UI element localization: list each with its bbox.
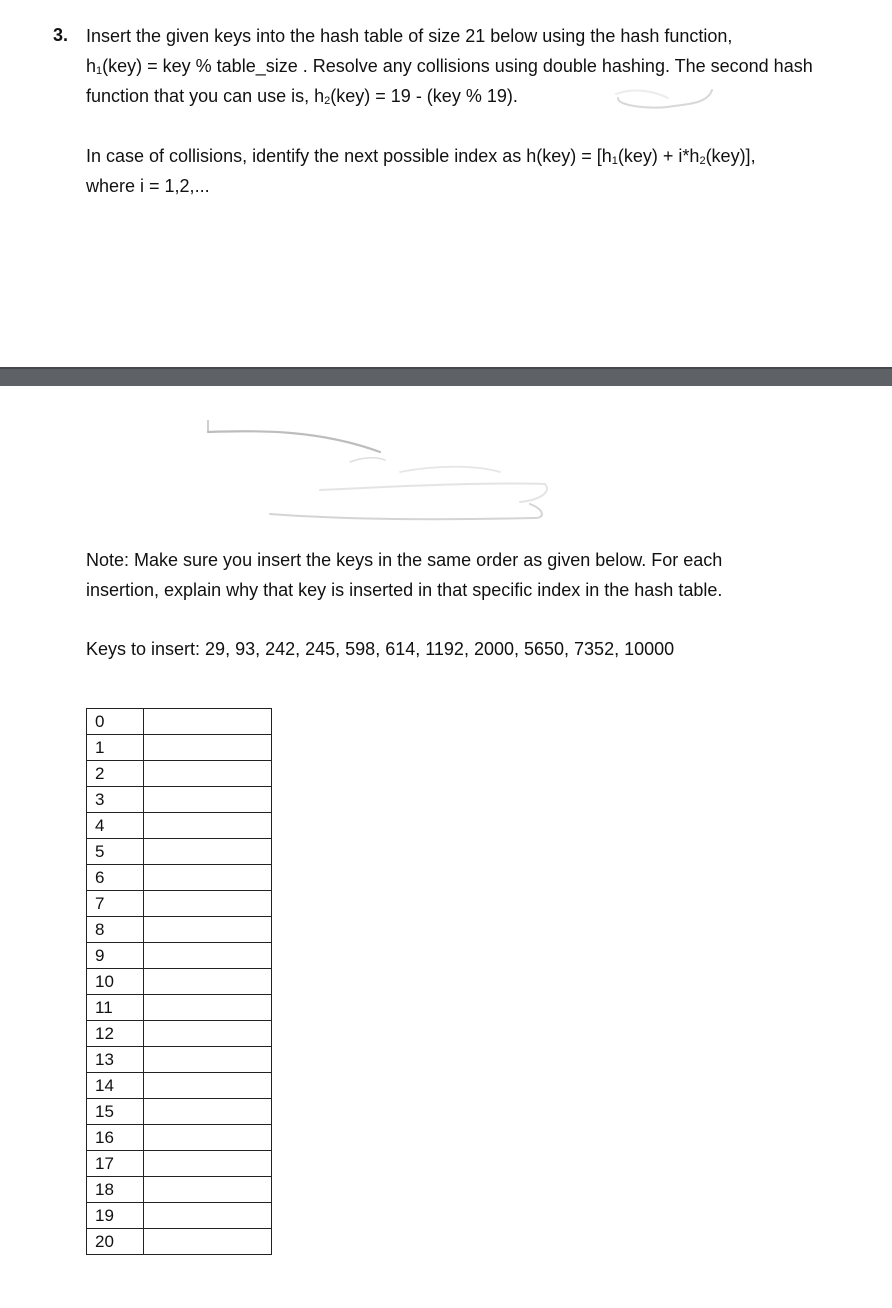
keys-to-insert: Keys to insert: 29, 93, 242, 245, 598, 614, 1192, 2000, 5650, 7352, 10000	[86, 639, 675, 659]
note-line-1: Note: Make sure you insert the keys in the same order as given below. For each	[86, 550, 723, 570]
table-index-cell: 4	[87, 813, 144, 839]
collision-line-1-end: (key)],	[705, 146, 756, 166]
table-value-cell[interactable]	[144, 1125, 272, 1151]
table-value-cell[interactable]	[144, 735, 272, 761]
table-index-cell: 9	[87, 943, 144, 969]
collision-line-1-start: In case of collisions, identify the next possible index as h(key) = [h	[86, 146, 612, 166]
table-index-cell: 18	[87, 1177, 144, 1203]
table-index-cell: 2	[87, 761, 144, 787]
table-row	[87, 813, 272, 839]
table-value-cell[interactable]	[144, 969, 272, 995]
h1-subscript: 1	[96, 65, 103, 77]
table-value-cell[interactable]	[144, 1229, 272, 1255]
table-index-cell: 16	[87, 1125, 144, 1151]
note-line-2: insertion, explain why that key is inserted in that specific index in the hash table.	[86, 580, 723, 600]
table-index-cell: 15	[87, 1099, 144, 1125]
table-row	[87, 787, 272, 813]
handwritten-mark-top	[612, 84, 716, 114]
h1-letter: h	[86, 56, 97, 76]
table-row	[87, 1073, 272, 1099]
table-row	[87, 839, 272, 865]
hash-table-body	[87, 709, 272, 1255]
table-index-cell: 8	[87, 917, 144, 943]
collision-paragraph	[86, 141, 866, 201]
table-row	[87, 891, 272, 917]
table-index-cell: 5	[87, 839, 144, 865]
intro-line-3-start: function that you can use is, h	[86, 86, 325, 106]
intro-line-1: Insert the given keys into the hash table of size 21 below using the hash function,	[86, 26, 733, 46]
table-index-cell: 17	[87, 1151, 144, 1177]
table-row	[87, 1203, 272, 1229]
table-index-cell: 13	[87, 1047, 144, 1073]
table-row	[87, 1151, 272, 1177]
table-index-cell: 20	[87, 1229, 144, 1255]
table-index-cell: 6	[87, 865, 144, 891]
table-row	[87, 1177, 272, 1203]
table-value-cell[interactable]	[144, 1203, 272, 1229]
table-row	[87, 1047, 272, 1073]
table-index-cell: 14	[87, 1073, 144, 1099]
table-index-cell: 1	[87, 735, 144, 761]
h2-subscript: 2	[699, 155, 706, 167]
intro-line-2	[86, 51, 866, 81]
note-paragraph	[86, 545, 866, 605]
table-row	[87, 1229, 272, 1255]
h1-subscript: 1	[611, 155, 618, 167]
table-value-cell[interactable]	[144, 839, 272, 865]
table-value-cell[interactable]	[144, 1099, 272, 1125]
table-row	[87, 761, 272, 787]
table-row	[87, 865, 272, 891]
question-number: 3.	[53, 25, 69, 45]
table-row	[87, 995, 272, 1021]
table-value-cell[interactable]	[144, 1151, 272, 1177]
table-value-cell[interactable]	[144, 813, 272, 839]
table-value-cell[interactable]	[144, 1047, 272, 1073]
intro-line-3-rest: (key) = 19 - (key % 19).	[330, 86, 518, 106]
table-row	[87, 1099, 272, 1125]
table-row	[87, 969, 272, 995]
table-value-cell[interactable]	[144, 1177, 272, 1203]
hash-table	[86, 708, 272, 1255]
table-row	[87, 709, 272, 735]
table-index-cell: 3	[87, 787, 144, 813]
table-value-cell[interactable]	[144, 891, 272, 917]
table-index-cell: 10	[87, 969, 144, 995]
intro-paragraph	[86, 21, 866, 111]
table-value-cell[interactable]	[144, 761, 272, 787]
table-value-cell[interactable]	[144, 865, 272, 891]
table-row	[87, 1021, 272, 1047]
table-row	[87, 943, 272, 969]
table-value-cell[interactable]	[144, 917, 272, 943]
table-index-cell: 12	[87, 1021, 144, 1047]
page-divider	[0, 367, 892, 386]
intro-line-2-rest: (key) = key % table_size . Resolve any collisions using double hashing. The second hash	[102, 56, 813, 76]
table-row	[87, 917, 272, 943]
table-value-cell[interactable]	[144, 943, 272, 969]
collision-line-1	[86, 141, 866, 171]
table-row	[87, 735, 272, 761]
table-row	[87, 1125, 272, 1151]
table-value-cell[interactable]	[144, 709, 272, 735]
collision-line-1-mid: (key) + i*h	[617, 146, 700, 166]
table-value-cell[interactable]	[144, 1073, 272, 1099]
table-value-cell[interactable]	[144, 995, 272, 1021]
table-value-cell[interactable]	[144, 1021, 272, 1047]
table-index-cell: 7	[87, 891, 144, 917]
table-value-cell[interactable]	[144, 787, 272, 813]
table-index-cell: 19	[87, 1203, 144, 1229]
intro-line-3	[86, 81, 866, 111]
h2-subscript: 2	[324, 95, 331, 107]
collision-line-2: where i = 1,2,...	[86, 176, 210, 196]
table-index-cell: 0	[87, 709, 144, 735]
table-index-cell: 11	[87, 995, 144, 1021]
handwritten-scribble	[200, 412, 560, 532]
